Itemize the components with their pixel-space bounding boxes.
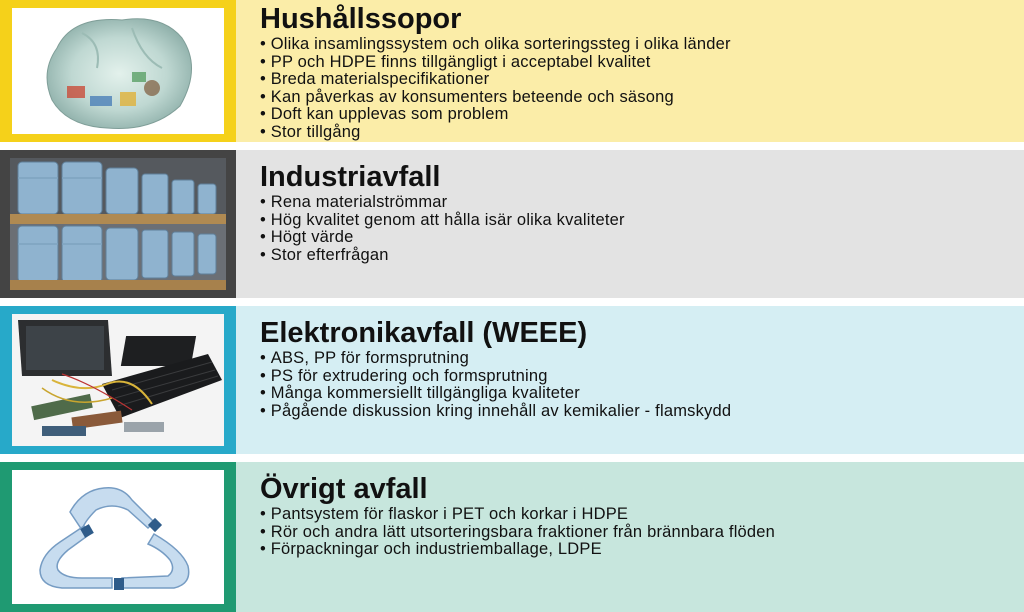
section-content (236, 150, 1024, 298)
list-item: • ABS, PP för formsprutning (260, 350, 1024, 368)
section-title: Övrigt avfall (260, 473, 428, 505)
section-image-frame (0, 462, 236, 612)
list-item: • Doft kan upplevas som problem (260, 106, 1024, 124)
section-image-frame (0, 0, 236, 142)
section-content (236, 0, 1024, 142)
list-item: • Förpackningar och industriemballage, LDPE (260, 541, 1024, 559)
list-item: • Rör och andra lätt utsorteringsbara fraktioner från brännbara flöden (260, 524, 1024, 542)
electronics-image (12, 314, 224, 446)
section-image-frame (0, 306, 236, 454)
section-content (236, 306, 1024, 454)
list-item: • Stor efterfrågan (260, 247, 1024, 265)
section-content (236, 462, 1024, 612)
list-item: • Rena materialströmmar (260, 194, 1024, 212)
section-electronics-waste (0, 306, 1024, 454)
section-other-waste (0, 462, 1024, 612)
bullet-list (260, 350, 1024, 420)
recycled-bottles-image (12, 470, 224, 604)
list-item: • Olika insamlingssystem och olika sorteringssteg i olika länder (260, 36, 1024, 54)
list-item: • Pågående diskussion kring innehåll av kemikalier - flamskydd (260, 403, 1024, 421)
garbage-bag-image (12, 8, 224, 134)
section-title: Industriavfall (260, 161, 441, 193)
list-item: • Breda materialspecifikationer (260, 71, 1024, 89)
list-item: • Pantsystem för flaskor i PET och korkar i HDPE (260, 506, 1024, 524)
section-title: Elektronikavfall (WEEE) (260, 317, 588, 349)
list-item: • Högt värde (260, 229, 1024, 247)
list-item: • Hög kvalitet genom att hålla isär olika kvaliteter (260, 212, 1024, 230)
list-item: • PS för extrudering och formsprutning (260, 368, 1024, 386)
list-item: • Många kommersiellt tillgängliga kvaliteter (260, 385, 1024, 403)
list-item: • PP och HDPE finns tillgängligt i acceptabel kvalitet (260, 54, 1024, 72)
section-title: Hushållssopor (260, 3, 462, 35)
list-item: • Kan påverkas av konsumenters beteende och säsong (260, 89, 1024, 107)
bullet-list (260, 506, 1024, 559)
section-industrial-waste (0, 150, 1024, 298)
section-image-frame (0, 150, 236, 298)
barrels-image (10, 158, 226, 290)
bullet-list (260, 194, 1024, 264)
list-item: • Stor tillgång (260, 124, 1024, 142)
section-household-waste (0, 0, 1024, 142)
bullet-list (260, 36, 1024, 142)
